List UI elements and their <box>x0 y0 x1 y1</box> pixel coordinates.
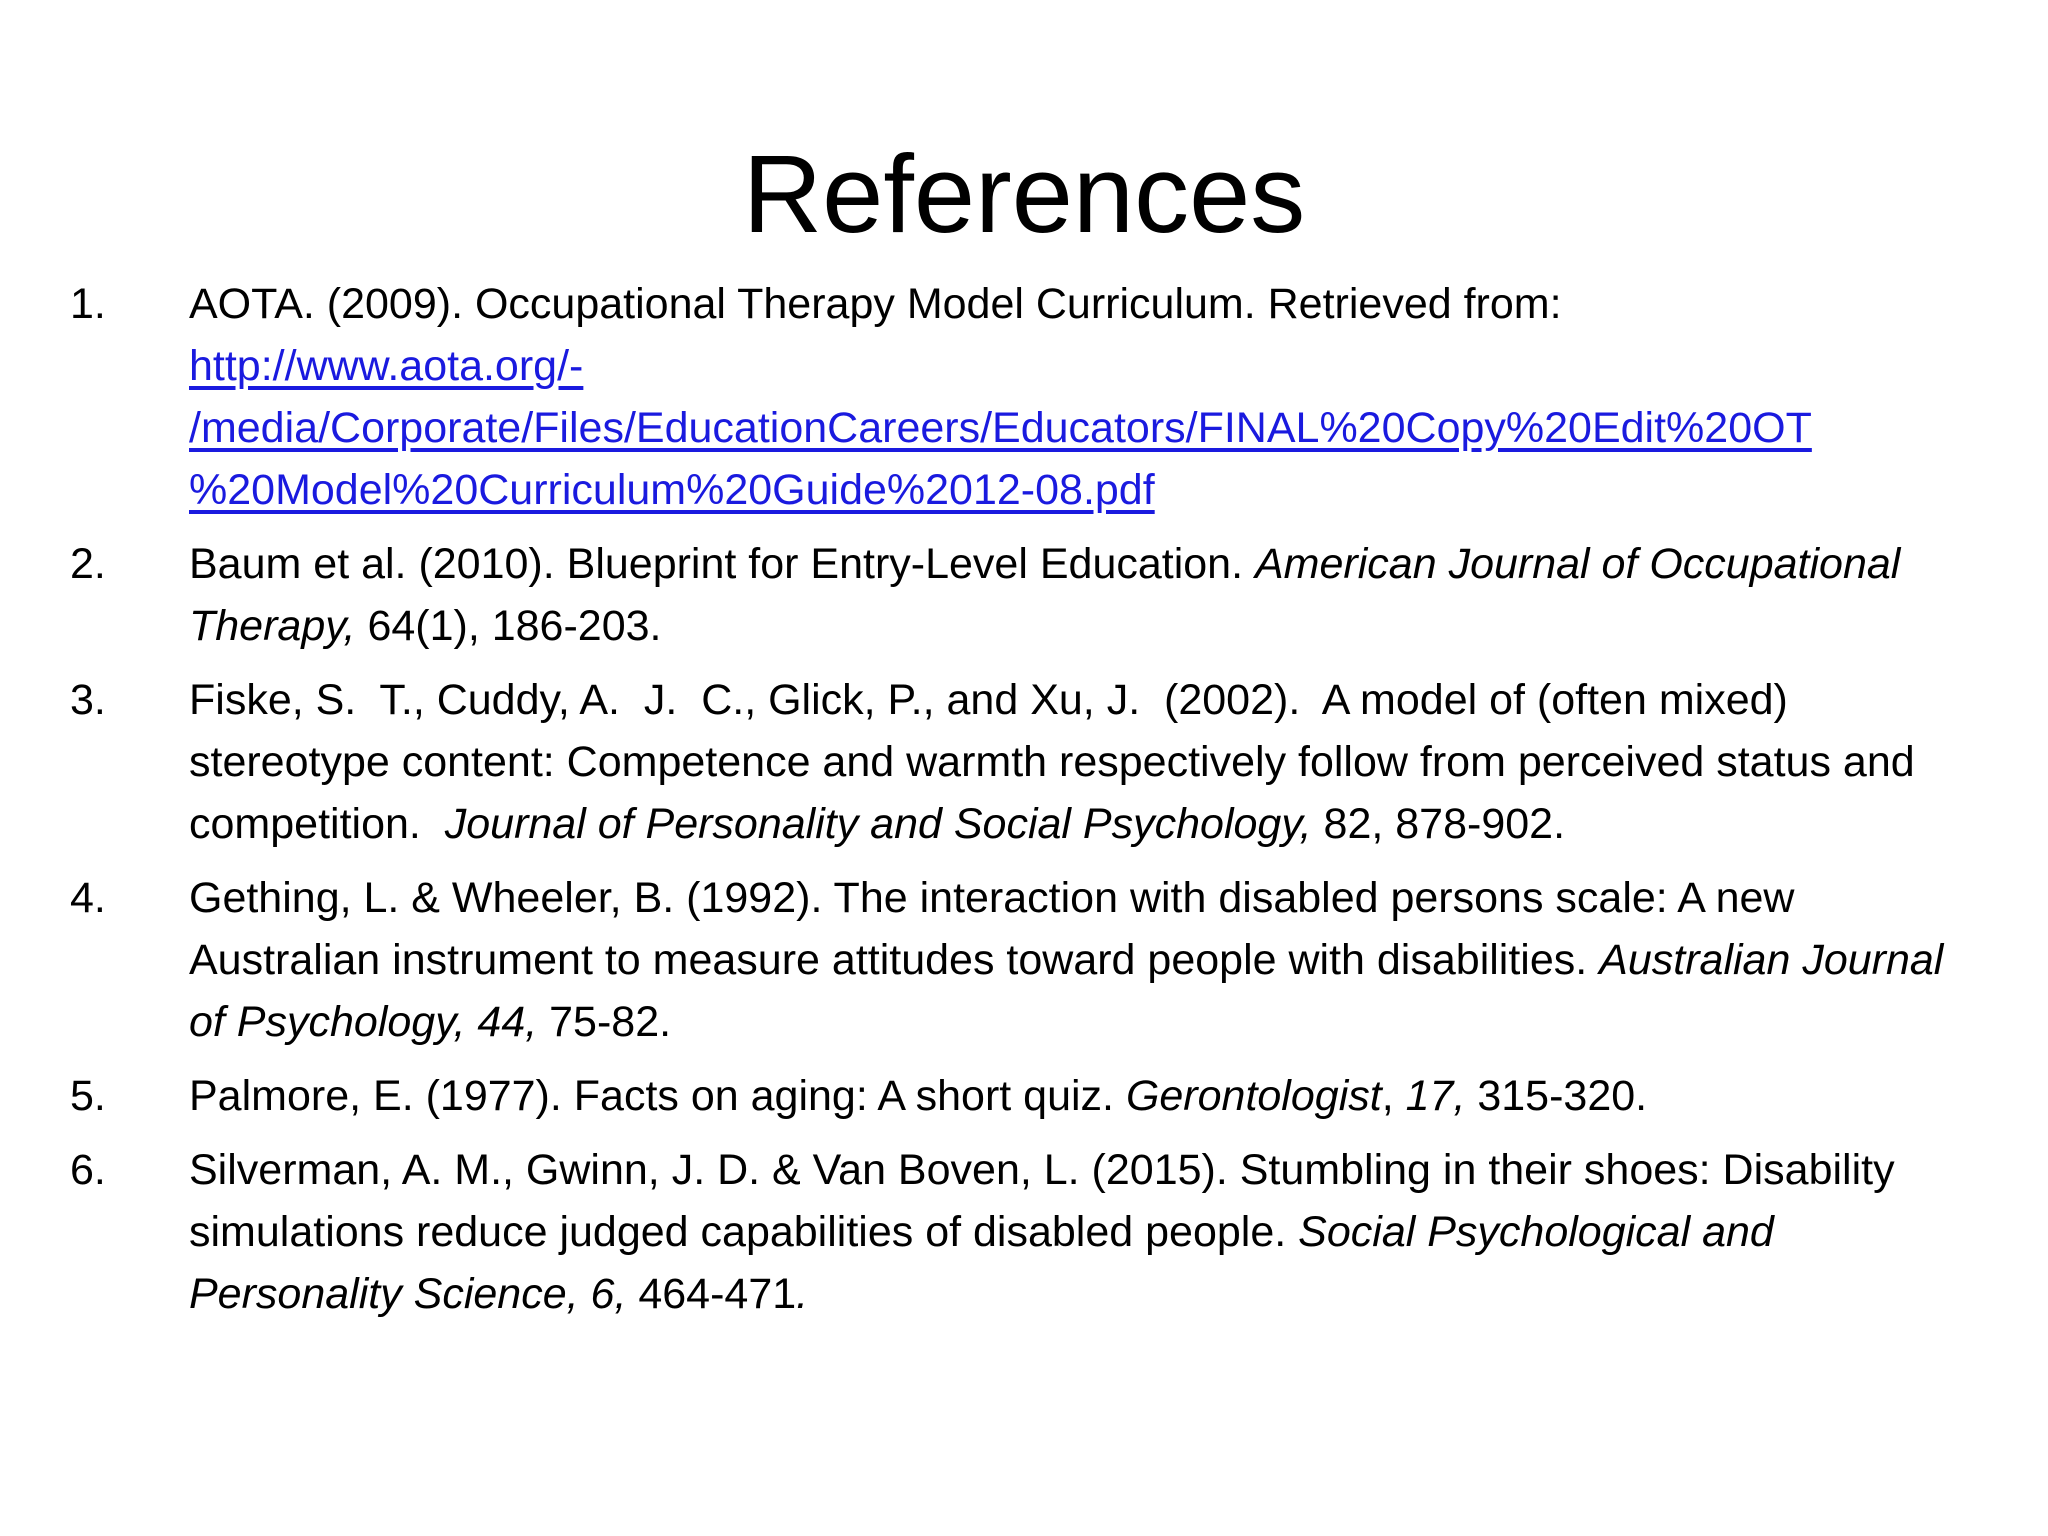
reference-item-5 <box>0 1065 2048 1127</box>
reference-number: 4. <box>70 874 106 922</box>
reference-journal: Social Psychological and Personality Science, 6, <box>189 1208 1774 1318</box>
reference-link[interactable] <box>189 335 1968 521</box>
reference-citation: 75-82. <box>537 998 672 1046</box>
reference-number: 5. <box>70 1072 106 1120</box>
reference-separator: , <box>1381 1072 1406 1120</box>
reference-citation: 464-471 <box>626 1270 797 1318</box>
reference-text: Gething, L. & Wheeler, B. (1992). The interaction with disabled persons scale: A new Australian instrument to measure attitudes toward people with disabilities. <box>189 874 1795 984</box>
reference-citation: 64(1), 186-203. <box>355 602 662 650</box>
reference-number: 3. <box>70 676 106 724</box>
reference-link-line-2[interactable]: /media/Corporate/Files/EducationCareers/Educators/FINAL%20Copy%20Edit%20OT <box>189 404 1812 452</box>
reference-item-6 <box>0 1139 2048 1325</box>
reference-text: AOTA. (2009). Occupational Therapy Model Curriculum. Retrieved from: <box>189 280 1562 328</box>
reference-item-1 <box>0 273 2048 521</box>
reference-citation: 82, 878-902. <box>1311 800 1566 848</box>
reference-item-2 <box>0 533 2048 657</box>
reference-volume: 17, <box>1405 1072 1466 1120</box>
reference-link-line-1[interactable]: http://www.aota.org/- <box>189 342 584 390</box>
page-title: References <box>742 133 1306 256</box>
reference-item-3 <box>0 669 2048 855</box>
reference-journal: Gerontologist <box>1125 1072 1382 1120</box>
reference-text: Palmore, E. (1977). Facts on aging: A short quiz. <box>189 1072 1126 1120</box>
reference-text: Fiske, S. T., Cuddy, A. J. C., Glick, P., and Xu, J. (2002). A model of (often mixed) stereotype content: Competence and warmth respectively follow from perceived status and competition. <box>189 676 1927 848</box>
reference-number: 2. <box>70 540 106 588</box>
reference-journal: Australian Journal of Psychology, 44, <box>189 936 1944 1046</box>
reference-number: 1. <box>70 280 106 328</box>
reference-citation: 315-320. <box>1465 1072 1648 1120</box>
reference-journal: American Journal of Occupational Therapy, <box>189 540 1901 650</box>
reference-link-line-3[interactable]: %20Model%20Curriculum%20Guide%2012-08.pdf <box>189 466 1155 514</box>
reference-text: Silverman, A. M., Gwinn, J. D. & Van Boven, L. (2015). Stumbling in their shoes: Disability simulations reduce judged capabilities of disabled people. <box>189 1146 1895 1256</box>
reference-list <box>0 273 2048 1337</box>
reference-text: Baum et al. (2010). Blueprint for Entry-Level Education. <box>189 540 1255 588</box>
reference-journal: Journal of Personality and Social Psychology, <box>444 800 1312 848</box>
reference-number: 6. <box>70 1146 106 1194</box>
reference-item-4 <box>0 867 2048 1053</box>
reference-trailing-period: . <box>796 1270 809 1318</box>
